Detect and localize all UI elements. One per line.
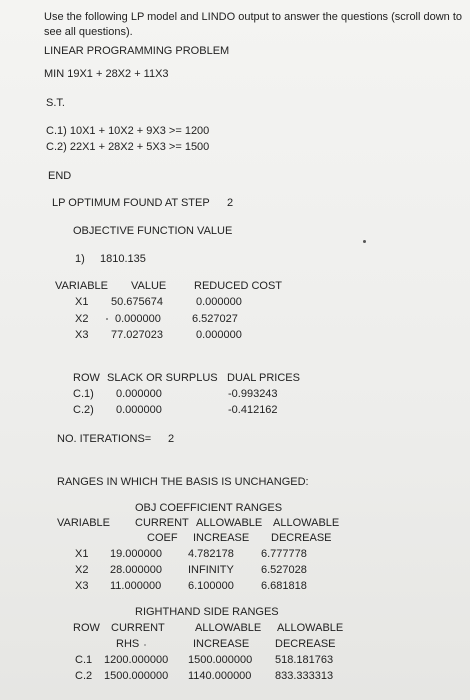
obj-header-allowable-inc: ALLOWABLE (196, 517, 263, 529)
var-row-name: X1 (75, 296, 89, 308)
objective-value: 1810.135 (100, 253, 146, 265)
rhs-header-row: ROW (73, 622, 100, 634)
obj-row-decrease: 6.777778 (261, 548, 307, 560)
obj-ranges-title: OBJ COEFFICIENT RANGES (135, 502, 283, 514)
obj-header-decrease: DECREASE (271, 532, 332, 544)
obj-row-decrease: 6.681818 (261, 580, 307, 592)
constraint-2: C.2) 22X1 + 28X2 + 5X3 >= 1500 (46, 141, 210, 153)
obj-row-current: 19.000000 (110, 548, 162, 560)
obj-row-increase: 4.782178 (188, 548, 234, 560)
subject-to-label: S.T. (46, 97, 65, 109)
rhs-row-name: C.1 (75, 654, 93, 666)
rhs-header-allowable-dec: ALLOWABLE (277, 622, 344, 634)
var-header-variable: VARIABLE (55, 280, 108, 292)
stray-dot (363, 240, 366, 243)
obj-row-variable: X3 (75, 580, 89, 592)
var-row-name: X2 (75, 313, 89, 325)
obj-header-coef: COEF (147, 532, 178, 544)
obj-header-increase: INCREASE (193, 532, 250, 544)
intro-text: Use the following LP model and LINDO output to answer the questions (scroll down to see all questions). (44, 11, 463, 38)
obj-row-variable: X2 (75, 564, 89, 576)
rhs-row-increase: 1140.000000 (188, 670, 252, 682)
rhs-row-decrease: 518.181763 (275, 654, 334, 666)
iterations-label: NO. ITERATIONS= (57, 433, 152, 445)
iterations-value: 2 (168, 433, 175, 445)
constraint-1: C.1) 10X1 + 10X2 + 9X3 >= 1200 (46, 125, 210, 137)
rhs-row-current: 1500.000000 (104, 670, 169, 682)
var-row-value: 0.000000 (115, 313, 161, 325)
var-row-reduced-cost: 6.527027 (192, 313, 238, 325)
rhs-header-decrease: DECREASE (275, 638, 336, 650)
stray-dot (144, 644, 146, 646)
obj-row-increase: INFINITY (188, 564, 234, 576)
var-header-value: VALUE (131, 280, 167, 292)
obj-row-current: 28.000000 (110, 564, 162, 576)
row-row-name: C.1) (73, 388, 94, 400)
var-row-name: X3 (75, 329, 89, 341)
rhs-ranges-title: RIGHTHAND SIDE RANGES (135, 606, 279, 618)
obj-header-variable: VARIABLE (57, 517, 110, 529)
rhs-row-name: C.2 (75, 670, 93, 682)
row-row-name: C.2) (73, 404, 94, 416)
objective-value-index: 1) (75, 253, 85, 265)
objective-value-label: OBJECTIVE FUNCTION VALUE (73, 225, 233, 237)
problem-title: LINEAR PROGRAMMING PROBLEM (44, 45, 230, 57)
rhs-header-current: CURRENT (111, 622, 165, 634)
var-row-reduced-cost: 0.000000 (196, 296, 242, 308)
row-row-dual: -0.412162 (228, 404, 278, 416)
rhs-header-rhs: RHS (116, 638, 140, 650)
obj-row-decrease: 6.527028 (261, 564, 307, 576)
obj-row-current: 11.000000 (110, 580, 162, 592)
rhs-header-increase: INCREASE (193, 638, 250, 650)
rhs-row-decrease: 833.333313 (275, 670, 334, 682)
row-row-dual: -0.993243 (228, 388, 278, 400)
end-label: END (48, 170, 72, 182)
row-header-row: ROW (73, 372, 100, 384)
var-row-value: 50.675674 (111, 296, 163, 308)
ranges-title: RANGES IN WHICH THE BASIS IS UNCHANGED: (57, 476, 309, 488)
optimum-label: LP OPTIMUM FOUND AT STEP (52, 197, 210, 209)
obj-row-increase: 6.100000 (188, 580, 234, 592)
stray-dot (106, 318, 108, 320)
row-header-dual: DUAL PRICES (227, 372, 300, 384)
row-header-slack: SLACK OR SURPLUS (107, 372, 218, 384)
objective-function: MIN 19X1 + 28X2 + 11X3 (44, 68, 169, 80)
var-header-reduced-cost: REDUCED COST (194, 280, 283, 292)
rhs-row-increase: 1500.000000 (188, 654, 253, 666)
var-row-value: 77.027023 (111, 329, 163, 341)
row-row-slack: 0.000000 (116, 404, 162, 416)
rhs-header-allowable-inc: ALLOWABLE (195, 622, 262, 634)
optimum-step: 2 (227, 197, 234, 209)
row-row-slack: 0.000000 (116, 388, 162, 400)
obj-header-allowable-dec: ALLOWABLE (273, 517, 340, 529)
var-row-reduced-cost: 0.000000 (196, 329, 242, 341)
obj-row-variable: X1 (75, 548, 89, 560)
rhs-row-current: 1200.000000 (104, 654, 169, 666)
obj-header-current: CURRENT (135, 517, 189, 529)
